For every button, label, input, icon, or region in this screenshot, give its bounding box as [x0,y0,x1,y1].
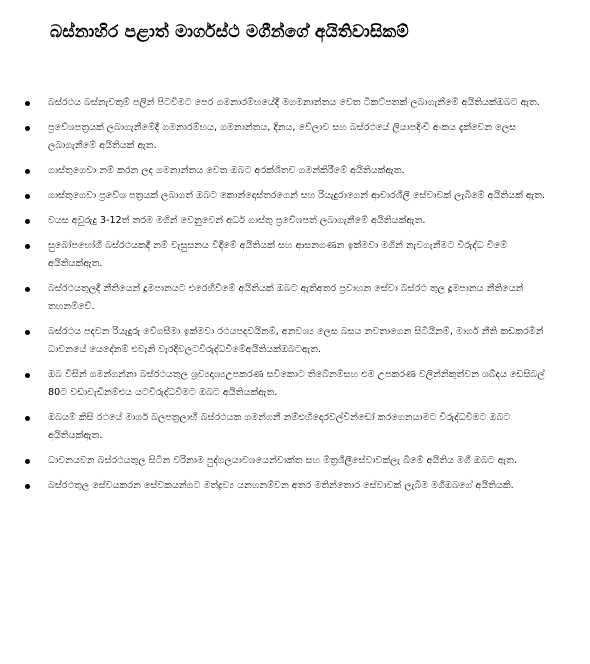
list-item-text: ඔබයම් කිසි රථයේ මාර්ග බලපත්‍රලාභී බස්රථයක ගමන්ගනී නම්එහිදොරවල්වින්ඩෝ කරගෙනයාමට විරුද්ධවීමට ඔබට අයිතියක්ඇත. [48,412,511,441]
list-item-text: බස්රථතුල සේවයකරන සේවකයන්ගට මත්ද්‍රව්‍ය යනහනම්වන අතර මතින්තොර සේවාවක් ලැබීම මගීඔබගේ අයිතියකි. [48,480,514,491]
bullet-icon [25,169,30,174]
list-item [22,212,562,230]
list-item [22,452,562,470]
list-item-text: ඔබ විසින් ගමන්ගන්නා බස්රථයතුල ශ්‍රව්‍යදෘශ්‍යඋපකරණ සවිකොට තිබේනම්සහ එම උපකරණ වලින්නිකුත්වන ශබ්දය ඩෙසිබල් 80ට වඩාවැඩිනම්එය යටවිරුද්ධවීමට ඔබට අයිතියක්ඇත. [48,369,545,398]
list-item [22,237,562,273]
list-item-text: සුබෝපභෝගී බස්රථයකදී නම් වැසුසනය විදීමේ අයිතියක් සහ ආසනගණන ඉක්මවා මගින් නැවගැනීමට විරුද්ධ වීමේ අයිතියක්ඇත. [48,240,508,269]
bullet-icon [25,373,30,378]
page-title: බස්නාහිර පළාත් මාර්ගස්ථ මගීන්ගේ අයිතිවාසිකම් [50,22,409,42]
list-item-text: බස්රථය බස්නැවතුම් පලින් පිටවීමට පෙර ගමනාරම්භයේදී මගමනාන්තය වෙත ටිකට්පතක් ලබාගැනීමේ අයිතියක්ඔබට ඇත. [48,97,540,108]
bullet-icon [25,194,30,199]
bullet-icon [25,101,30,106]
list-item [22,409,562,445]
list-item [22,187,562,205]
list-item [22,477,562,495]
list-item-text: ගාස්තුගෙවා ප්‍රවේශ පත්‍රයක් ලබාගත් ඔබට කොන්දොස්තරගෙන් සහ රියැදුරාගෙන් ආචාරශීලී සේවාවක් ලැබීමේ අයිතියක් ඇත. [48,190,546,201]
list-item-text: ප්‍රවේශපත්‍රයක් ලබාගැනීමේදී ගමනාරම්භය, ගමනාන්තය, දිනය, වේලාව සහ බස්රථයේ ලියාපදිංචි අංකය දැක්වෙන ලෙස ලබාගැනීමේ අයිතියක් ඇත. [48,122,517,151]
list-item [22,94,562,112]
list-item-text: බස්රථය පදවන රියැදුරු වේගසීමා ඉක්මවා රථයපදවයිනම්, අනවශ්‍ය ලෙස බසය නවතාගෙන සිටියිනම්, මාර්ග නීති කඩකරමින් ධාවනයේ යෙදේනම් එවැනි වැරදිවලටවිරුද්ධවීමේඅයිතියක්ඔබටඇත. [48,326,544,355]
bullet-icon [25,244,30,249]
bullet-icon [25,330,30,335]
bullet-icon [25,219,30,224]
list-item-text: ගාස්තුගෙවා නම් කරන ලද ගමනාන්තය වෙත ඔබට අරක්ශිතව ගමන්කිරීමේ අයිතියක්ඇත. [48,165,405,176]
list-item [22,162,562,180]
list-item [22,366,562,402]
bullet-icon [25,126,30,131]
bullet-icon [25,484,30,489]
list-item-text: බස්රථයතුලදී නීතියෙන් දූමපානයට එරෙහිවීමේ අයිතියක් ඔබට ඇතිඅතර ප්‍රවාහන සේවා බස්රථ තුල දූමපානය නීතියෙන් තහනම්වේ. [48,283,524,312]
list-item [22,280,562,316]
bullet-icon [25,287,30,292]
list-item [22,119,562,155]
rights-list [22,94,562,502]
list-item [22,323,562,359]
list-item-text: ධාවනයවන බස්රථයතුල සිටින වරිනාම පුද්ගලයාවශයෙන්වාක්ත සහ මිත්‍රශීලීසේවාවක්ලැ බීමේ අයිතිය මගී ඔබට ඇත. [48,455,517,466]
list-item-text: වයස අවුරුදු 3-12ත් තරම මගින් වෙනුවෙන් අර්ධ ගාස්තු ප්‍රවේශපත් ලබාගැනීමේ අයිතියක්ඇත. [48,215,426,226]
bullet-icon [25,416,30,421]
bullet-icon [25,459,30,464]
